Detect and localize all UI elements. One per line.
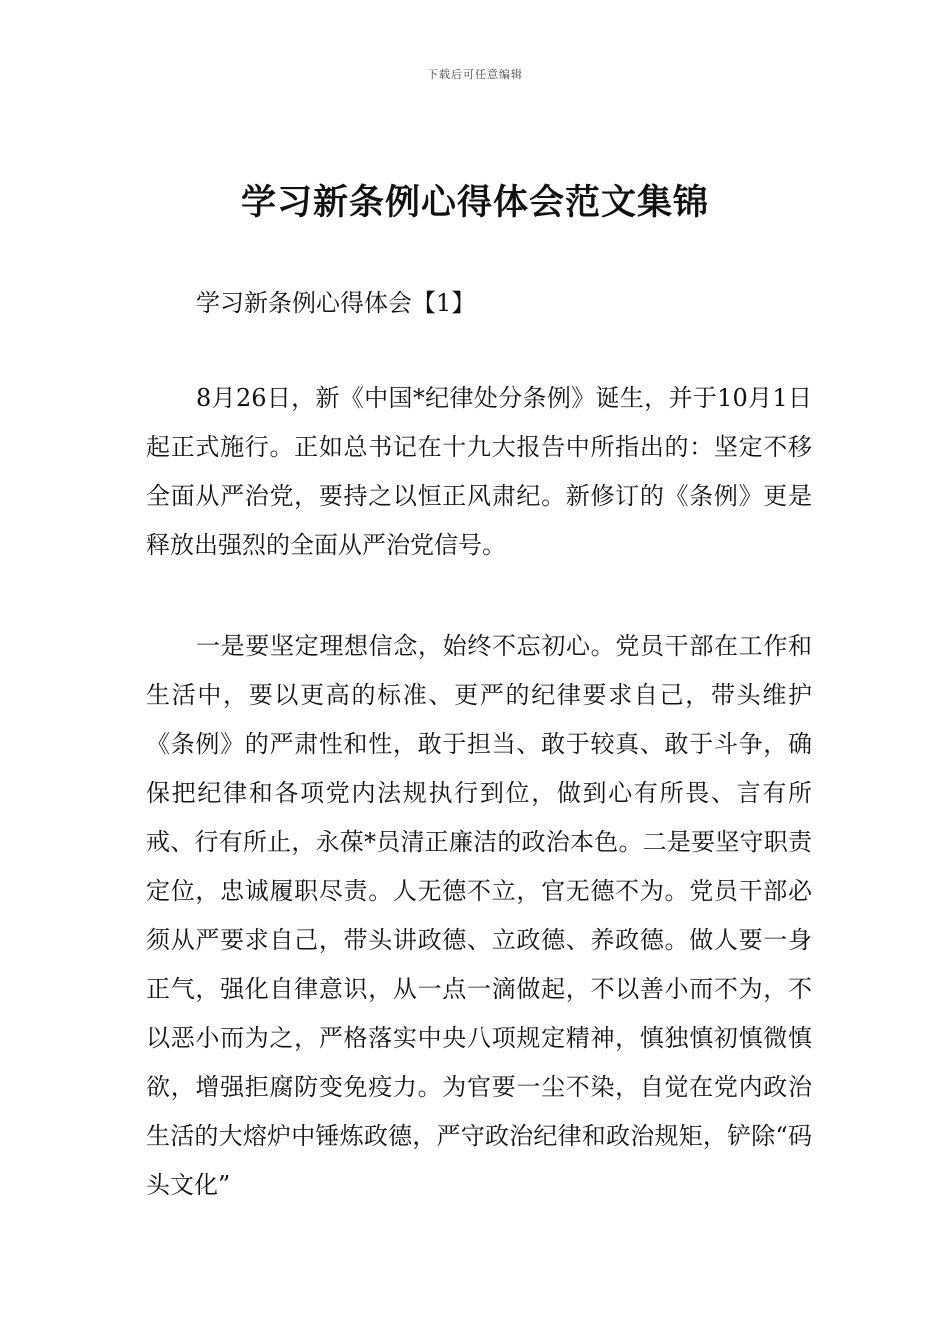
body-paragraph-1: 8月26日，新《中国*纪律处分条例》诞生，并于10月1日起正式施行。正如总书记在十九大报告中所指出的：坚定不移全面从严治党，要持之以恒正风肃纪。新修订的《条例》更是释放出强烈的全面从严治党信号。: [146, 384, 812, 559]
section-heading: 学习新条例心得体会【1】: [196, 289, 476, 317]
body-paragraph-2: 一是要坚定理想信念，始终不忘初心。党员干部在工作和生活中，要以更高的标准、更严的纪律要求自己，带头维护《条例》的严肃性和性，敢于担当、敢于较真、敢于斗争，确保把纪律和各项党内法规执行到位，做到心有所畏、言有所戒、行有所止，永葆*员清正廉洁的政治本色。二是要坚守职责定位，忠诚履职尽责。人无德不立，官无德不为。党员干部必须从严要求自己，带头讲政德、立政德、养政德。做人要一身正气，强化自律意识，从一点一滴做起，不以善小而不为，不以恶小而为之，严格落实中央八项规定精神，慎独慎初慎微慎欲，增强拒腐防变免疫力。为官要一尘不染，自觉在党内政治生活的大熔炉中锤炼政德，严守政治纪律和政治规矩，铲除“码头文化”: [146, 632, 812, 1199]
header-note: 下载后可任意编辑: [427, 68, 523, 81]
document-title: 学习新条例心得体会范文集锦: [240, 183, 709, 223]
